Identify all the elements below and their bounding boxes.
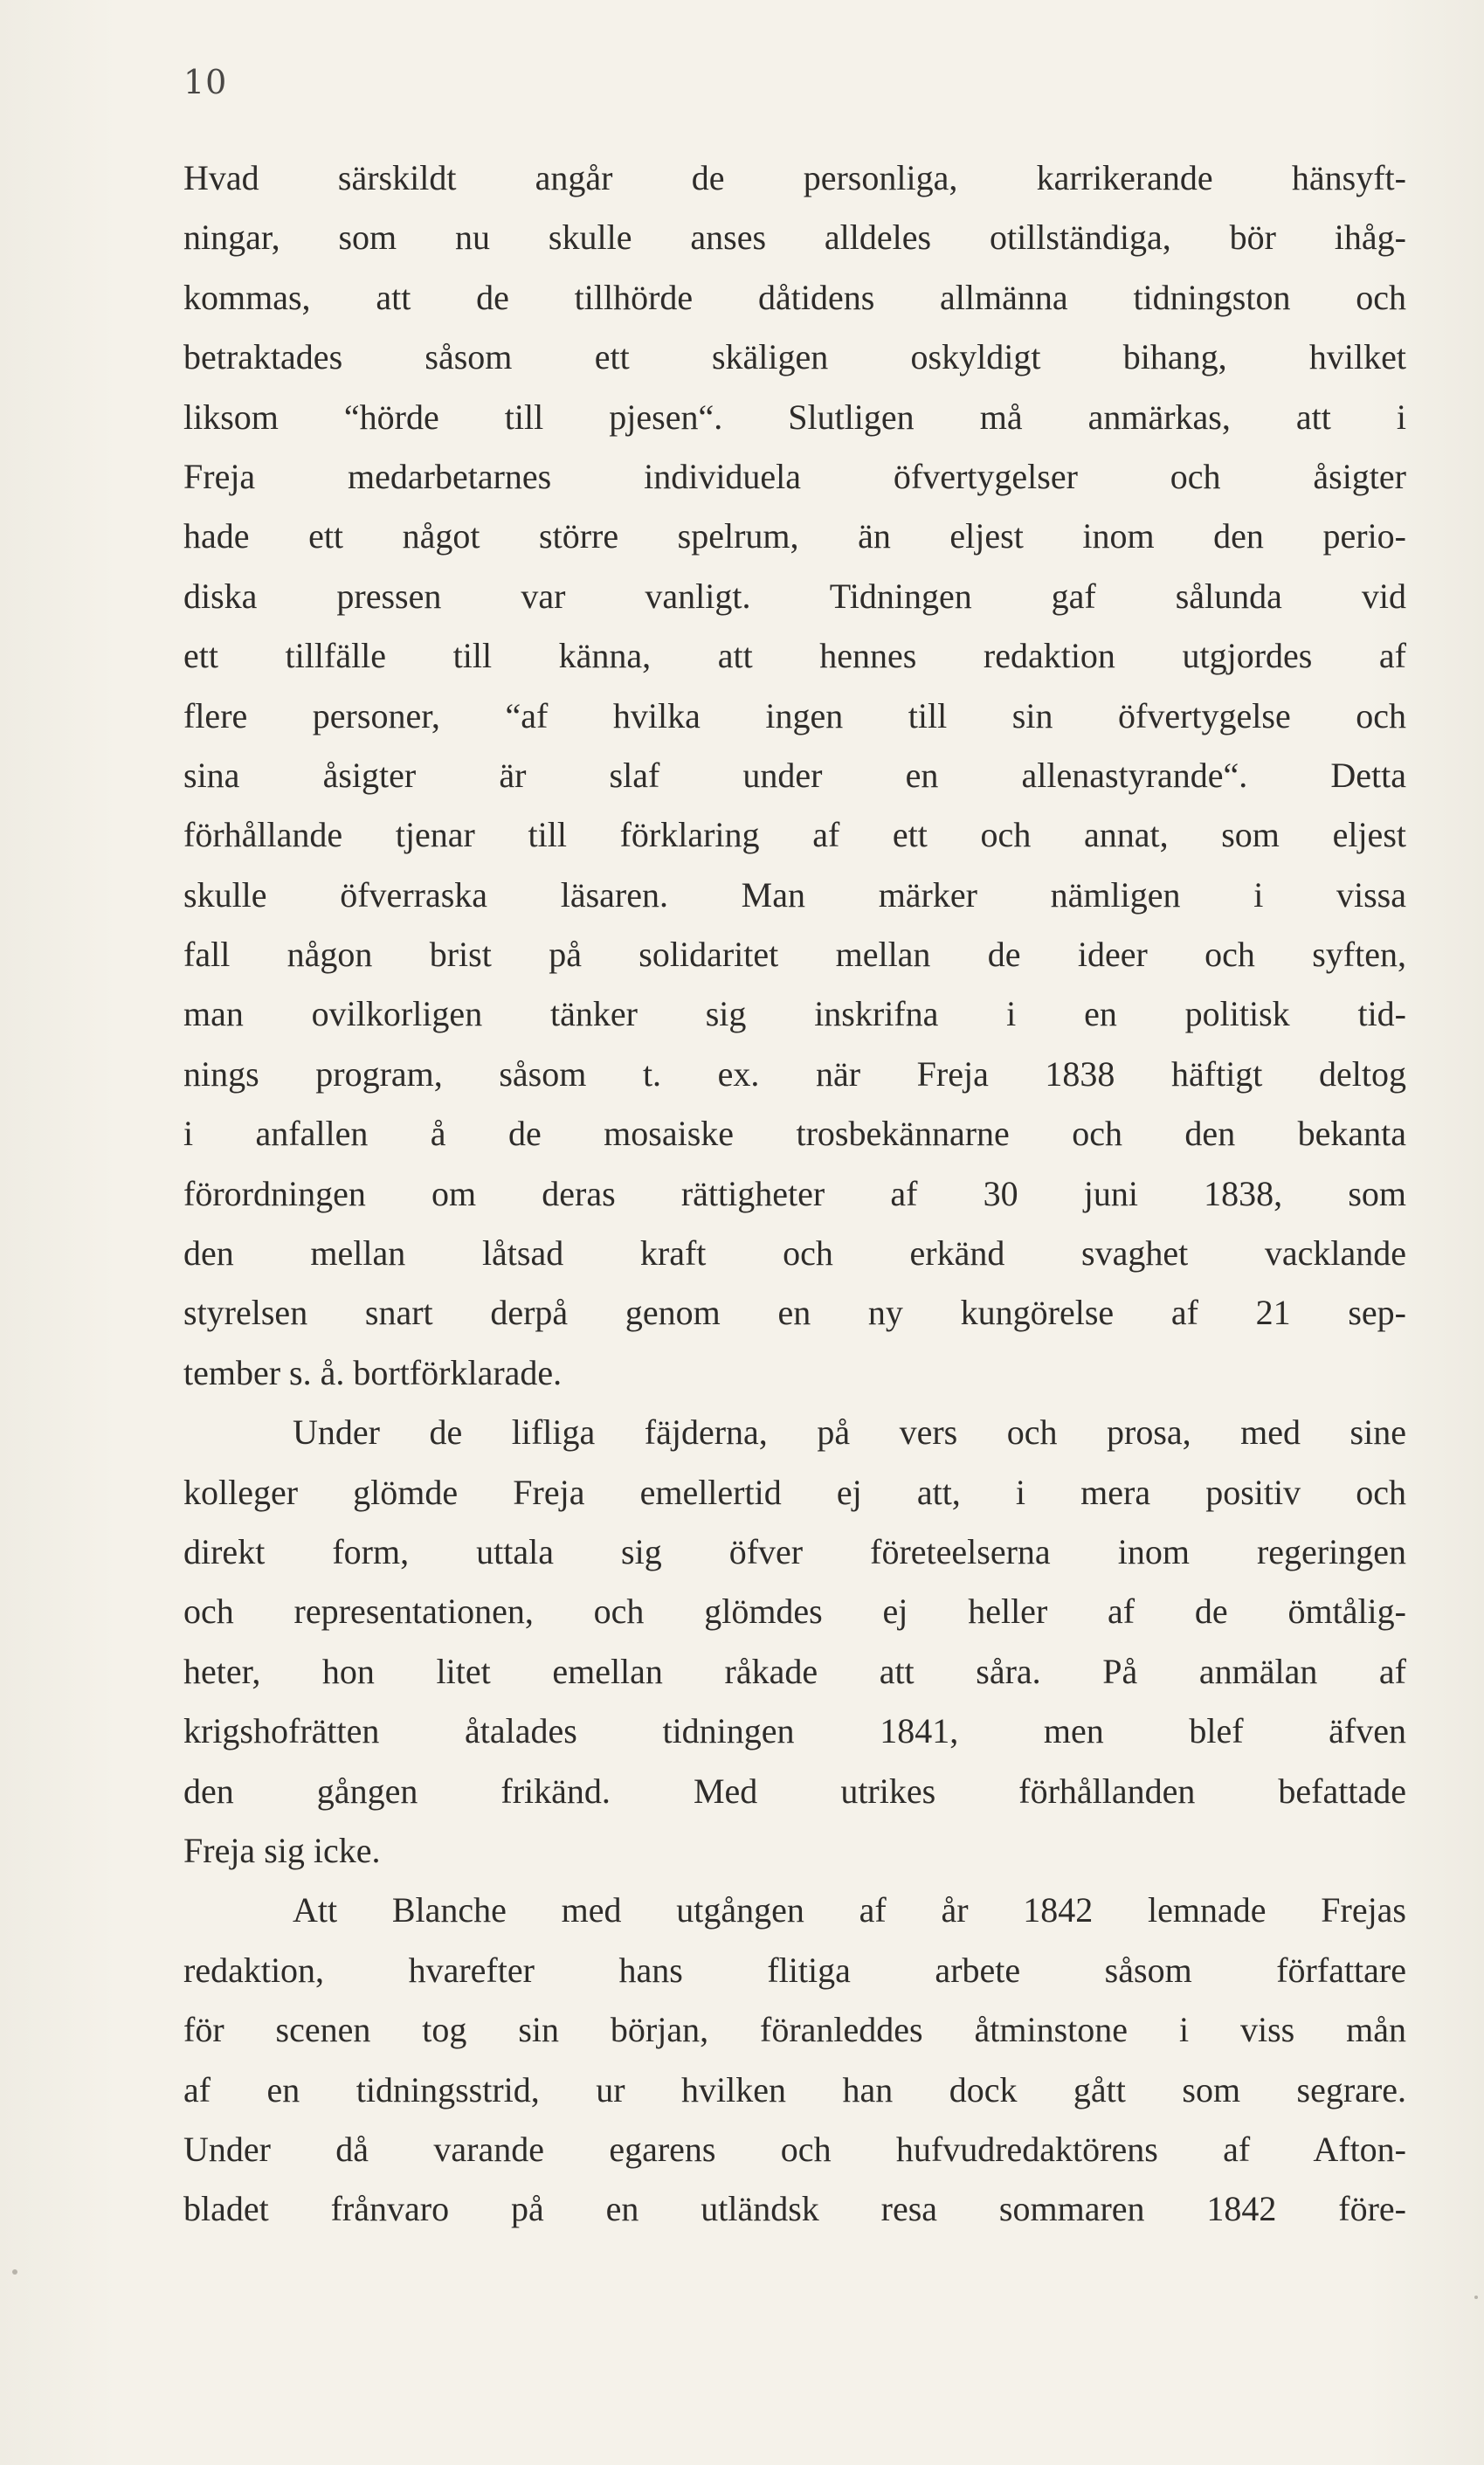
text-line: krigshofrätten åtalades tidningen 1841, men blef äfven [183, 1711, 1406, 1751]
paper-speck [12, 2269, 17, 2275]
text-line: i anfallen å de mosaiske trosbekännarne och den bekanta [183, 1114, 1406, 1154]
text-line: kommas, att de tillhörde dåtidens allmänna tidningston och [183, 277, 1406, 317]
text-line: bladet frånvaro på en utländsk resa sommaren 1842 före- [183, 2189, 1406, 2229]
page-number: 10 [183, 63, 228, 101]
text-line: betraktades såsom ett skäligen oskyldigt bihang, hvilket [183, 337, 1406, 377]
text-line: förhållande tjenar till förklaring af ett och annat, som eljest [183, 815, 1406, 855]
text-line: diska pressen var vanligt. Tidningen gaf sålunda vid [183, 576, 1406, 616]
text-line: Freja medarbetarnes individuela öfvertygelser och åsigter [183, 456, 1406, 496]
text-line: för scenen tog sin början, föranleddes åtminstone i viss mån [183, 2010, 1406, 2050]
text-line: kolleger glömde Freja emellertid ej att, i mera positiv och [183, 1472, 1406, 1512]
text-line: ningar, som nu skulle anses alldeles otillständiga, bör ihåg- [183, 218, 1406, 258]
text-line: Under de lifliga fäjderna, på vers och prosa, med sine [293, 1412, 1406, 1453]
text-line: redaktion, hvarefter hans flitiga arbete såsom författare [183, 1950, 1406, 1990]
text-line: den mellan låtsad kraft och erkänd svaghet vacklande [183, 1233, 1406, 1274]
text-line: nings program, såsom t. ex. när Freja 1838 häftigt deltog [183, 1053, 1406, 1094]
text-line: heter, hon litet emellan råkade att såra. På anmälan af [183, 1651, 1406, 1691]
text-line: skulle öfverraska läsaren. Man märker nämligen i vissa [183, 874, 1406, 915]
text-line: direkt form, uttala sig öfver företeelserna inom regeringen [183, 1531, 1406, 1571]
text-line: af en tidningsstrid, ur hvilken han dock gått som segrare. [183, 2069, 1406, 2109]
text-line: liksom “hörde till pjesen“. Slutligen må anmärkas, att i [183, 397, 1406, 437]
text-line: man ovilkorligen tänker sig inskrifna i en politisk tid- [183, 994, 1406, 1034]
text-line: Att Blanche med utgången af år 1842 lemnade Frejas [293, 1890, 1406, 1930]
text-line: Under då varande egarens och hufvudredaktörens af Afton- [183, 2129, 1406, 2169]
text-line: och representationen, och glömdes ej heller af de ömtålig- [183, 1592, 1406, 1632]
text-line: ett tillfälle till känna, att hennes redaktion utgjordes af [183, 636, 1406, 676]
text-line: förordningen om deras rättigheter af 30 juni 1838, som [183, 1173, 1406, 1213]
text-line: styrelsen snart derpå genom en ny kungörelse af 21 sep- [183, 1293, 1406, 1333]
text-line: sina åsigter är slaf under en allenastyrande“. Detta [183, 755, 1406, 795]
paper-speck [1474, 2296, 1478, 2299]
body-text [183, 148, 1406, 2240]
text-line: Freja sig icke. [183, 1830, 381, 1870]
text-line: flere personer, “af hvilka ingen till sin öfvertygelse och [183, 695, 1406, 735]
text-line: den gången frikänd. Med utrikes förhållanden befattade [183, 1771, 1406, 1811]
text-line: hade ett något större spelrum, än eljest inom den perio- [183, 516, 1406, 556]
text-line: Hvad särskildt angår de personliga, karrikerande hänsyft- [183, 158, 1406, 197]
text-line: tember s. å. bortförklarade. [183, 1352, 563, 1392]
text-line: fall någon brist på solidaritet mellan de ideer och syften, [183, 935, 1406, 975]
